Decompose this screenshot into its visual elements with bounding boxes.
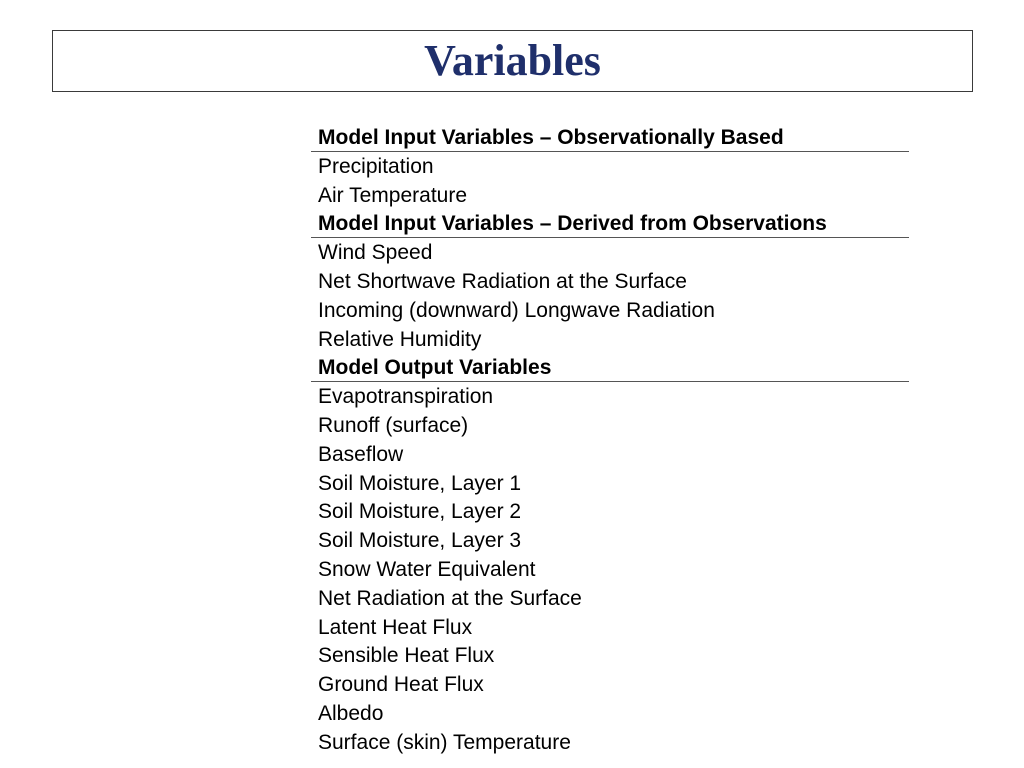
variable-item: Soil Moisture, Layer 2: [318, 500, 522, 524]
variable-item: Latent Heat Flux: [318, 615, 473, 639]
variable-item: Soil Moisture, Layer 1: [318, 471, 522, 495]
variable-item: Evapotranspiration: [318, 385, 494, 409]
variable-item: Ground Heat Flux: [318, 673, 484, 697]
section-header: Model Output Variables: [311, 353, 909, 382]
variable-item: Relative Humidity: [318, 327, 482, 351]
variable-item: Soil Moisture, Layer 3: [318, 529, 522, 553]
slide-title: Variables: [424, 36, 601, 85]
section-header: Model Input Variables – Derived from Observations: [311, 209, 909, 238]
variable-item: Wind Speed: [318, 241, 433, 265]
variables-list: [311, 123, 909, 757]
variable-item: Incoming (downward) Longwave Radiation: [318, 298, 715, 322]
variable-item: Surface (skin) Temperature: [318, 730, 571, 754]
variable-item: Runoff (surface): [318, 413, 469, 437]
title-box: [52, 30, 973, 92]
variable-item: Snow Water Equivalent: [318, 557, 536, 581]
variable-item: Net Radiation at the Surface: [318, 586, 582, 610]
section-header: Model Input Variables – Observationally Based: [311, 123, 909, 152]
variable-item: Precipitation: [318, 154, 434, 178]
variable-item: Albedo: [318, 701, 384, 725]
variable-item: Air Temperature: [318, 183, 468, 207]
variables-table: [311, 123, 909, 754]
variable-item: Sensible Heat Flux: [318, 644, 495, 668]
variable-item: Baseflow: [318, 442, 404, 466]
variable-item: Net Shortwave Radiation at the Surface: [318, 269, 687, 293]
